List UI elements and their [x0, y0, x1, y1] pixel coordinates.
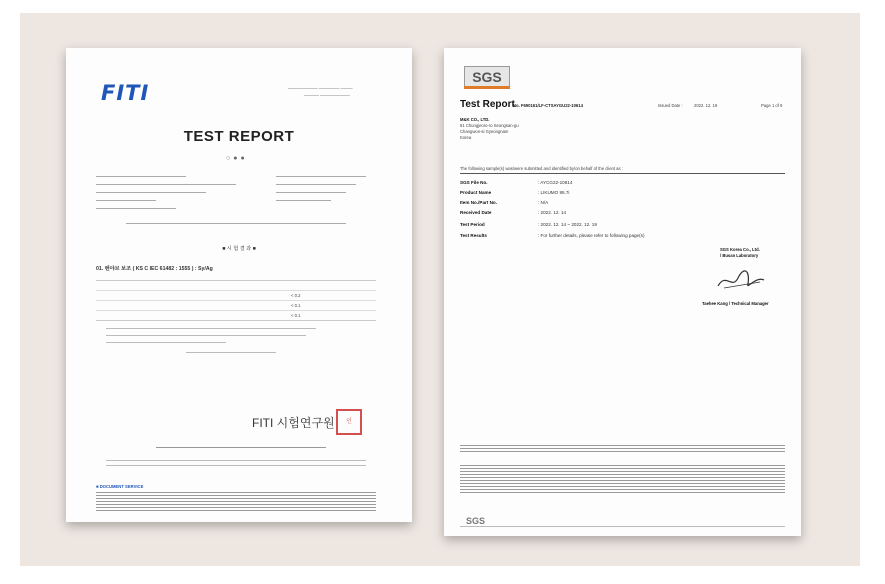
fiti-logo: FITI — [101, 81, 150, 105]
field-value-test-period: : 2022. 12. 14 ~ 2022. 12. 19 — [538, 222, 597, 227]
field-label-test-period: Test Period — [460, 222, 485, 227]
page-info: Page 1 of 6 — [761, 103, 783, 108]
result-1: < 0.2 — [291, 293, 301, 298]
sgs-footer-logo: SGS — [466, 516, 486, 526]
sgs-logo: SGS — [464, 66, 510, 88]
field-value-item-no: : N/A — [538, 200, 549, 205]
header-contact-text-2: ───── ────────── — [304, 93, 350, 98]
field-value-received-date: : 2022. 12. 14 — [538, 210, 567, 215]
report-number: No. F690161/LF-CTSAYGU22-10614 — [513, 103, 583, 108]
header-contact-text: ────────── ─────── ──── — [288, 86, 353, 91]
test-item: 01. 벤야브 보조 ( KS C IEC 61482 : 1555 ) : Sy/Ag — [96, 266, 213, 272]
field-value-product-name: : LIKUMO 95.7i — [538, 190, 570, 195]
report-title: Test Report — [460, 99, 515, 110]
lab-company: SGS Korea Co., Ltd. — [720, 247, 760, 252]
field-label-file-no: SGS File No. — [460, 180, 488, 185]
lab-name: FITI 시험연구원 — [252, 416, 335, 430]
client-name: M&K CO., LTD. — [460, 117, 490, 122]
signatory: Taehee Kang / Technical Manager — [702, 301, 769, 306]
client-address-1: 91 Chungjeoro-ro Seongsan-gu — [460, 123, 519, 128]
client-address-2: Changwon-si Gyeongnam — [460, 129, 509, 134]
section-header: ■ 시 험 결 과 ■ — [222, 246, 256, 252]
sgs-test-report — [444, 48, 801, 536]
sgs-logo-bar — [464, 86, 510, 89]
field-label-received-date: Received Date — [460, 210, 492, 215]
field-label-product-name: Product Name — [460, 190, 492, 195]
issued-date-label: Issued Date : — [658, 103, 683, 108]
field-value-test-results: : For further details, please refer to following page(s) — [538, 233, 645, 238]
issued-date: 2022. 12. 19 — [694, 103, 718, 108]
field-label-item-no: Item No./Part No. — [460, 200, 498, 205]
field-value-file-no: : AYCG22-10614 — [538, 180, 573, 185]
signature-image — [714, 268, 768, 292]
client-country: Korea — [460, 135, 472, 140]
document-service-header: ■ DOCUMENT SERVICE — [96, 484, 144, 489]
result-3: < 0.1 — [291, 313, 301, 318]
result-2: < 0.1 — [291, 303, 301, 308]
official-stamp: 인 — [336, 409, 362, 435]
fiti-test-report — [66, 48, 412, 522]
sample-intro: The following sample(s) was/were submitted and identified by/on behalf of the client as : — [460, 166, 623, 171]
report-title: TEST REPORT — [183, 128, 295, 145]
lab-branch: / Busan Laboratory — [720, 253, 759, 258]
page-indicator-dots: ○●● — [226, 155, 248, 162]
field-label-test-results: Test Results — [460, 233, 487, 238]
